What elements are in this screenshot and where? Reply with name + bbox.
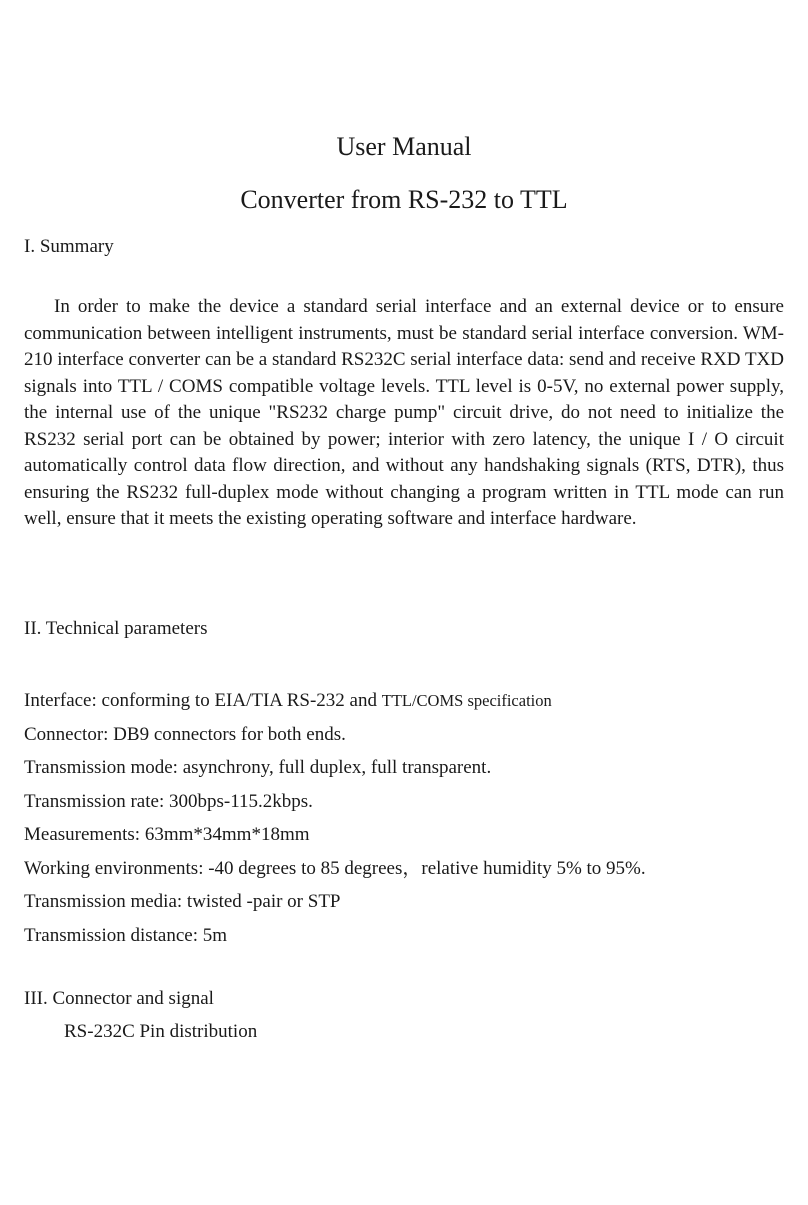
param-working-environments: Working environments: -40 degrees to 85 degrees，relative humidity 5% to 95%.	[24, 857, 646, 879]
param-transmission-distance: Transmission distance: 5m	[24, 924, 228, 946]
section-heading-technical: II. Technical parameters	[24, 618, 208, 639]
document-title: User Manual	[336, 132, 472, 161]
param-connector: Connector: DB9 connectors for both ends.	[24, 723, 346, 745]
pin-distribution-subheading: RS-232C Pin distribution	[64, 1021, 258, 1042]
param-transmission-rate: Transmission rate: 300bps-115.2kbps.	[24, 790, 313, 812]
param-interface-text: Interface: conforming to EIA/TIA RS-232 and	[24, 690, 382, 711]
technical-parameters-list	[24, 684, 646, 952]
document-subtitle: Converter from RS-232 to TTL	[240, 185, 568, 214]
summary-paragraph: In order to make the device a standard serial interface and an external device or to ensure communication between intelligent instruments, must be standard serial interface conversion. WM-210 interface converter can be a standard RS232C serial interface data: send and receive RXD TXD signals into TTL / COMS compatible voltage levels. TTL level is 0-5V, no external power supply, the internal use of the unique "RS232 charge pump" circuit drive, do not need to initialize the RS232 serial port can be obtained by power; interior with zero latency, the unique I / O circuit automatically control data flow direction, and without any handshaking signals (RTS, DTR), thus ensuring the RS232 full-duplex mode without changing a program written in TTL mode can run well, ensure that it meets the existing operating software and interface hardware.	[24, 296, 784, 529]
section-heading-summary: I. Summary	[24, 236, 114, 257]
section-heading-connector-signal: III. Connector and signal	[24, 988, 214, 1009]
param-measurements: Measurements: 63mm*34mm*18mm	[24, 824, 310, 845]
param-transmission-mode: Transmission mode: asynchrony, full duplex, full transparent.	[24, 757, 492, 778]
param-interface	[24, 684, 646, 718]
param-transmission-media: Transmission media: twisted -pair or STP	[24, 891, 341, 912]
param-interface-spec: TTL/COMS specification	[381, 691, 552, 710]
